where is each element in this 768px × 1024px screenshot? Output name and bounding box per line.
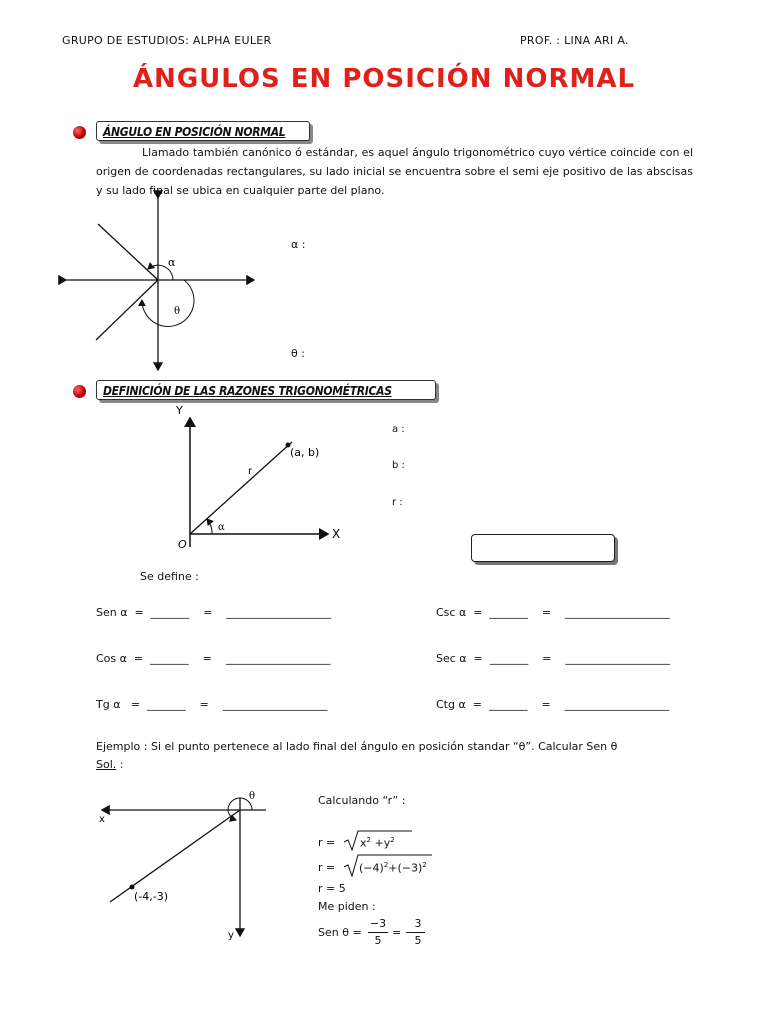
blank: _______ [150, 652, 189, 665]
ratio-label: Sen α = [96, 606, 144, 619]
radicand-2 [359, 861, 427, 875]
ratio-label: Csc α = [436, 606, 483, 619]
alpha-label: α : [291, 238, 306, 251]
ratio-label: Tg α = [96, 698, 141, 711]
ratio-label: Sec α = [436, 652, 483, 665]
alpha-symbol: α [218, 522, 225, 533]
me-piden-label: Me piden : [318, 900, 376, 913]
header-group-name: GRUPO DE ESTUDIOS: ALPHA EULER [62, 34, 272, 47]
theta-symbol: θ [174, 306, 181, 317]
blank: ___________________ [564, 698, 670, 711]
sen-theta-label: Sen θ = [318, 926, 362, 939]
equals-minus: = − [392, 926, 414, 939]
fraction-bar [368, 932, 388, 933]
equals: = [541, 606, 552, 619]
definition-line-3: su lado final se ubica en cualquier parte del plano. [106, 184, 385, 197]
radicand-1 [360, 836, 395, 850]
numerator-1: −3 [369, 917, 387, 930]
exponent: 2 [390, 836, 395, 844]
numerator-2: 3 [414, 917, 422, 930]
equals: = [203, 606, 213, 619]
x-axis-label: X [332, 527, 341, 541]
equals: = [202, 652, 212, 665]
calc-r-label: Calculando “r” : [318, 794, 406, 807]
plus: + [374, 836, 384, 850]
page-title: ÁNGULOS EN POSICIÓN NORMAL [132, 64, 636, 94]
ratio-row-sen [96, 606, 331, 619]
solution-label [96, 758, 123, 771]
var-y: y [383, 836, 391, 850]
blank: _______ [150, 606, 190, 619]
radius-line [190, 442, 292, 534]
r-eq-1: r = [318, 836, 336, 849]
r-value: r = 5 [318, 882, 346, 895]
exponent: 2 [366, 836, 371, 844]
theta-symbol: θ [249, 791, 256, 802]
definition-line-2: origen de coordenadas rectangulares, su lado inicial se encuentra sobre el semi eje positivo de las abscisas y [96, 165, 693, 197]
denominator-1: 5 [374, 934, 382, 947]
bullet-icon [73, 126, 86, 139]
y-axis-label: Y [176, 404, 183, 417]
alpha-arc [207, 519, 212, 534]
ratio-row-csc [436, 606, 670, 619]
equals: = [541, 698, 551, 711]
blank: ___________________ [222, 698, 328, 711]
term-neg3: +(−3) [388, 861, 423, 875]
equals: = [542, 652, 552, 665]
alpha-symbol: α [168, 256, 176, 269]
terminal-side [110, 810, 240, 902]
ratio-label: Cos α = [96, 652, 144, 665]
answer-box [471, 534, 615, 562]
blank: ___________________ [565, 652, 670, 665]
example-statement: Ejemplo : Si el punto pertenece al lado final del ángulo en posición standar “θ”. Calcular Sen θ [96, 740, 618, 753]
equals: = [199, 698, 209, 711]
exponent: 2 [422, 861, 427, 869]
blank: _______ [147, 698, 186, 711]
point-neg4-neg3 [130, 885, 135, 890]
theta-label: θ : [291, 347, 305, 360]
header-professor: PROF. : LINA ARI A. [520, 34, 629, 47]
r-eq-2: r = [318, 861, 336, 874]
ratio-row-cos [96, 652, 330, 665]
point-label: (a, b) [290, 446, 320, 459]
blank: _______ [488, 698, 528, 711]
figure-trig-definition [160, 402, 340, 552]
point-label: (-4,-3) [134, 890, 169, 903]
blank: _______ [489, 606, 528, 619]
definition-line-1: Llamado también canónico ó estándar, es aquel ángulo trigonométrico cuyo vértice coincide con el [142, 146, 693, 159]
fraction-bar [411, 932, 425, 933]
a-label: a : [392, 424, 405, 435]
blank: _______ [489, 652, 529, 665]
ratio-row-sec [436, 652, 670, 665]
section-heading-angle: ÁNGULO EN POSICIÓN NORMAL [96, 121, 310, 141]
denominator-2: 5 [414, 934, 422, 947]
section-heading-trig-ratios: DEFINICIÓN DE LAS RAZONES TRIGONOMÉTRICAS [96, 380, 436, 400]
figure-example [96, 784, 276, 944]
sol-colon: : [116, 758, 124, 771]
x-axis-label: x [99, 814, 105, 825]
ratio-row-ctg [436, 698, 669, 711]
se-define-label: Se define : [140, 570, 199, 583]
radius-label: r [248, 466, 253, 477]
ratio-label: Ctg α = [436, 698, 482, 711]
bullet-icon [73, 385, 86, 398]
var-x: x [360, 836, 367, 850]
term-neg4: (−4) [359, 861, 384, 875]
blank: ___________________ [226, 606, 331, 619]
theta-arc [142, 280, 194, 326]
sol-underlined: Sol. [96, 758, 117, 771]
b-label: b : [392, 460, 405, 471]
terminal-side-theta [96, 280, 158, 340]
blank: ___________________ [225, 652, 331, 665]
exponent: 2 [383, 861, 389, 869]
blank: ___________________ [565, 606, 670, 619]
figure-standard-angle [60, 194, 260, 374]
origin-label: O [178, 538, 187, 551]
terminal-side-alpha [98, 224, 158, 280]
ratio-row-tg [96, 698, 327, 711]
y-axis-label: y [228, 930, 234, 941]
r-label: r : [392, 497, 403, 508]
definition-paragraph [96, 143, 693, 200]
